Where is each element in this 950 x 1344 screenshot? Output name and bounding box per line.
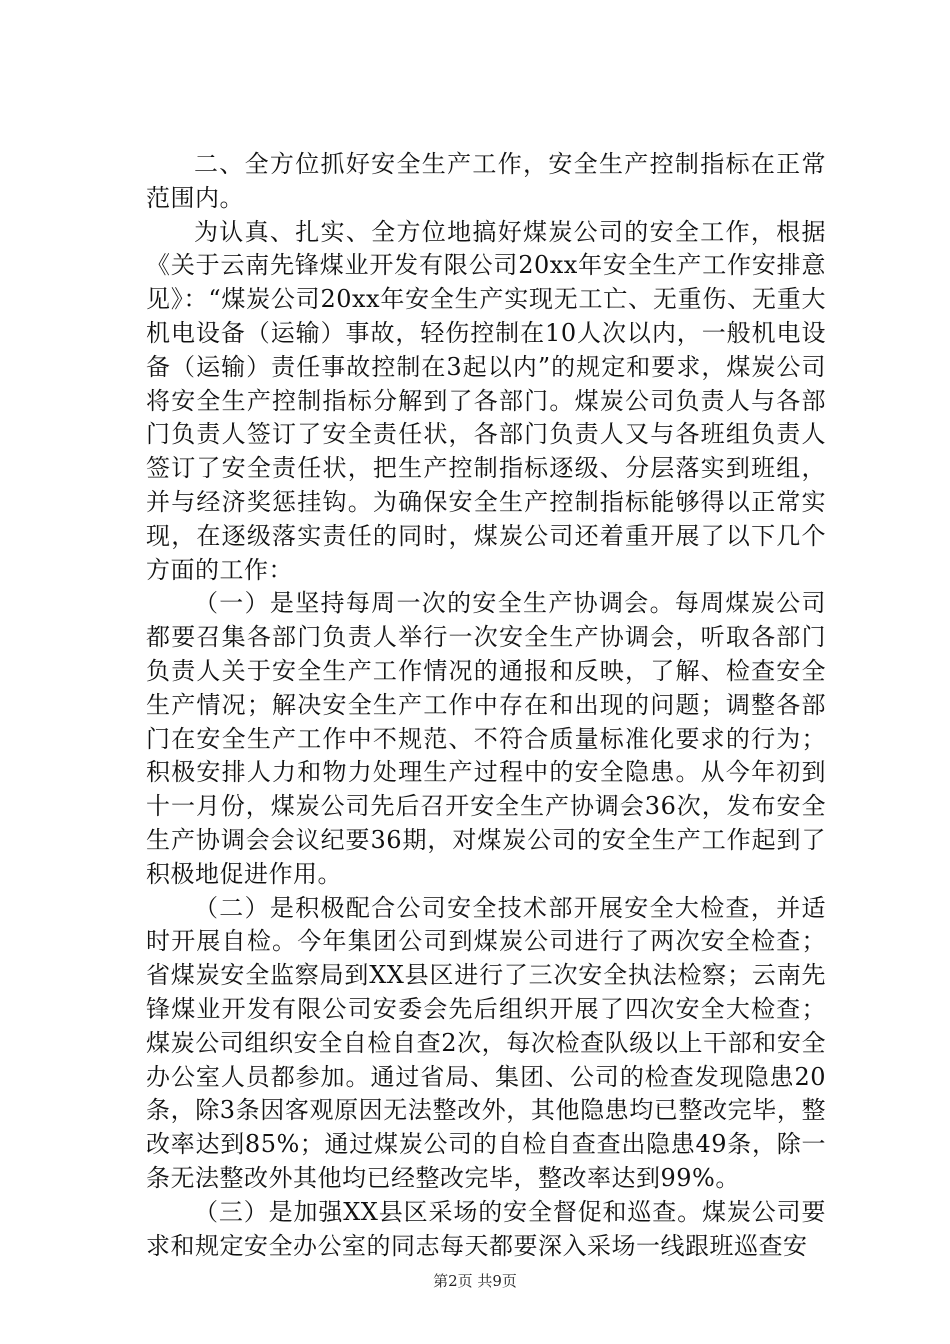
paragraph-intro: 为认真、扎实、全方位地搞好煤炭公司的安全工作，根据《关于云南先锋煤业开发有限公司20xx年安全生产工作安排意见》：“煤炭公司20xx年安全生产实现无工亡、无重伤、无重大机电设备（运输）事故，轻伤控制在10人次以内，一般机电设备（运输）责任事故控制在3起以内”的规定和要求，煤炭公司将安全生产控制指标分解到了各部门。煤炭公司负责人与各部门负责人签订了安全责任状，各部门负责人又与各班组负责人签订了安全责任状，把生产控制指标逐级、分层落实到班组，并与经济奖惩挂钩。为确保安全生产控制指标能够得以正常实现，在逐级落实责任的同时，煤炭公司还着重开展了以下几个方面的工作： xyxy=(146,217,826,584)
paragraph-section-heading: 二、全方位抓好安全生产工作，安全生产控制指标在正常范围内。 xyxy=(146,150,826,212)
page-number-footer: 第2页 共9页 xyxy=(433,1272,517,1290)
paragraph-item-3: （三）是加强XX县区采场的安全督促和巡查。煤炭公司要求和规定安全办公室的同志每天都要深入采场一线跟班巡查安 xyxy=(146,1197,826,1260)
paragraph-item-2: （二）是积极配合公司安全技术部开展安全大检查，并适时开展自检。今年集团公司到煤炭公司进行了两次安全检查；省煤炭安全监察局到XX县区进行了三次安全执法检察；云南先锋煤业开发有限公司安委会先后组织开展了四次安全大检查；煤炭公司组织安全自检自查2次，每次检查队级以上干部和安全办公室人员都参加。通过省局、集团、公司的检查发现隐患20条，除3条因客观原因无法整改外，其他隐患均已整改完毕，整改率达到85%；通过煤炭公司的自检自查查出隐患49条，除一条无法整改外其他均已经整改完毕，整改率达到99%。 xyxy=(146,893,826,1192)
paragraph-item-1: （一）是坚持每周一次的安全生产协调会。每周煤炭公司都要召集各部门负责人举行一次安全生产协调会，听取各部门负责人关于安全生产工作情况的通报和反映，了解、检查安全生产情况；解决安全生产工作中存在和出现的问题；调整各部门在安全生产工作中不规范、不符合质量标准化要求的行为；积极安排人力和物力处理生产过程中的安全隐患。从今年初到十一月份，煤炭公司先后召开安全生产协调会36次，发布安全生产协调会会议纪要36期，对煤炭公司的安全生产工作起到了积极地促进作用。 xyxy=(146,589,826,888)
document-body xyxy=(146,148,826,1263)
